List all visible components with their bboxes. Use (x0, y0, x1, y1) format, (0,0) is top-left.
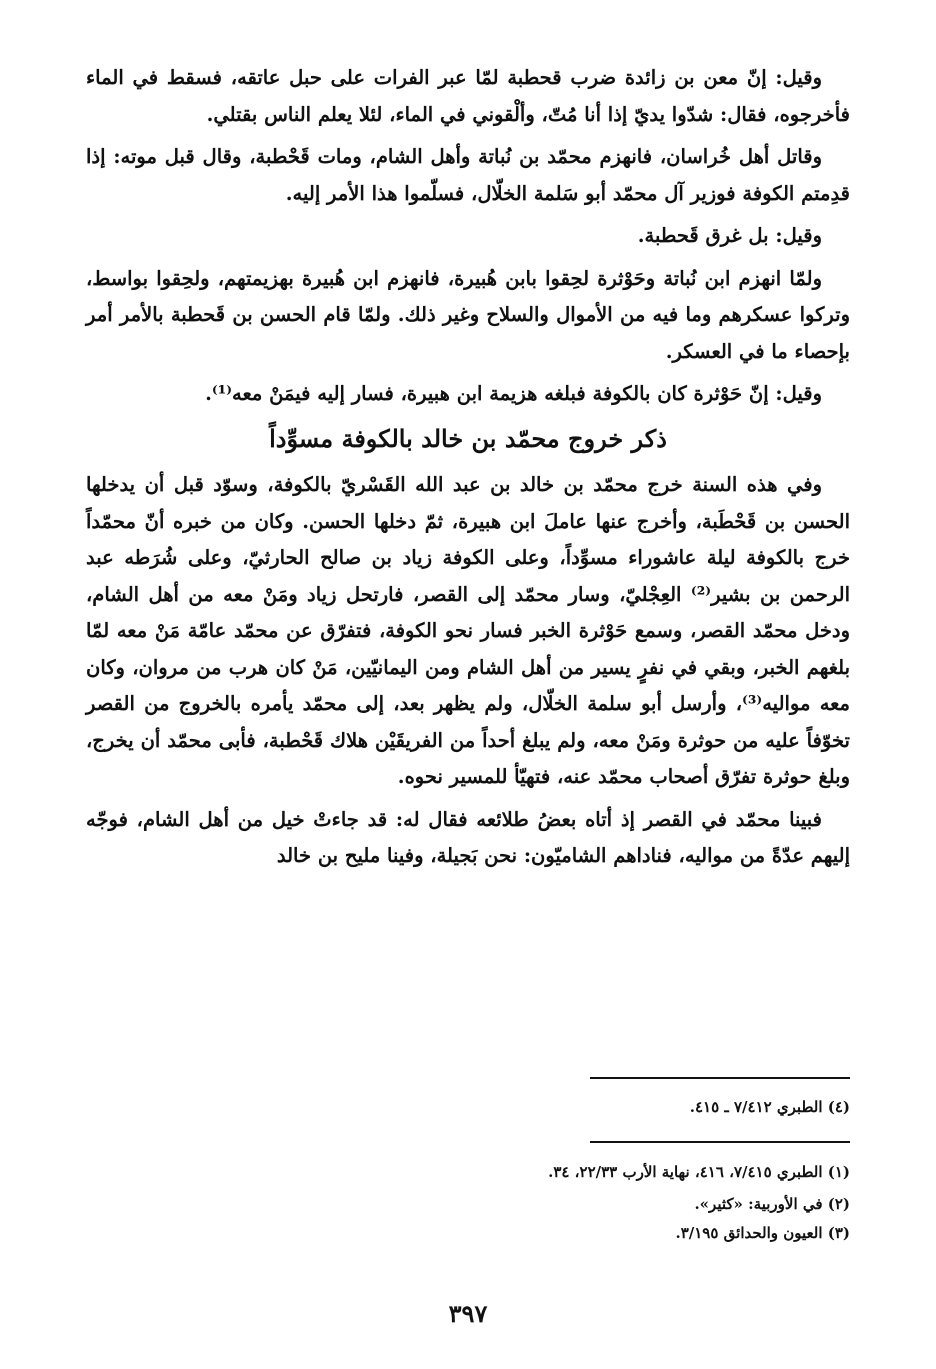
footnote-divider (590, 1141, 850, 1143)
footnote-2: (٢) في الأوربية: «كثير». (694, 1195, 850, 1213)
paragraph-2: وقاتل أهل خُراسان، فانهزم محمّد بن نُباتة وأهل الشام، ومات قَحْطبة، وقال قبل موته: إذا قدِمتم الكوفة فوزير آل محمّد أبو سَلمة الخلّال، فسلّموا هذا الأمر إليه. (86, 145, 850, 205)
paragraph-3: وقيل: بل غرق قَحطبة. (637, 224, 822, 247)
footnote-continued: (٤) الطبري ٧/٤١٢ ـ ٤١٥. (689, 1098, 850, 1116)
paragraph-4: ولمّا انهزم ابن نُباتة وحَوْثرة لحِقوا بابن هُبيرة، فانهزم ابن هُبيرة بهزيمتهم، ولحِقوا بواسط، وتركوا عسكرهم وما فيه من الأموال والسلاح وغير ذلك. ولمّا قام الحسن بن قَحطبة بالأمر أمر بإحصاء ما في العسكر. (86, 266, 850, 363)
paragraph-5: وقيل: إنّ حَوْثرة كان بالكوفة فبلغه هزيمة ابن هبيرة، فسار إليه فيمَنْ معه⁽¹⁾. (205, 382, 822, 405)
footnote-divider-top (590, 1077, 850, 1079)
section-paragraph-2: فبينا محمّد في القصر إذ أتاه بعضُ طلائعه فقال له: قد جاءتْ خيل من أهل الشام، فوجّه إليهم عدّةً من مواليه، فناداهم الشاميّون: نحن بَجيلة، وفينا مليح بن خالد (86, 807, 850, 867)
footnote-3: (٣) العيون والحدائق ٣/١٩٥. (675, 1224, 850, 1242)
section-heading: ذكر خروج محمّد بن خالد بالكوفة مسوِّداً (269, 423, 667, 453)
section-paragraph-1: وفي هذه السنة خرج محمّد بن خالد بن عبد الله القَسْريّ بالكوفة، وسوّد قبل أن يدخلها الحسن بن قَحْطَبة، وأخرج عنها عاملَ ابن هبيرة، ثمّ دخلها الحسن. وكان من خبره أنّ محمّداً خرج بالكوفة ليلة عاشوراء مسوِّداً، وعلى الكوفة زياد بن صالح الحارثيّ، وعلى شُرَطه عبد الرحمن بن بشير⁽²⁾ العِجْليّ، وسار محمّد إلى القصر، فارتحل زياد ومَنْ معه من أهل الشام، ودخل محمّد القصر، وسمع حَوْثرة الخبر فسار نحو الكوفة، فتفرّق عن محمّد عامّة مَنْ معه لمّا بلغهم الخبر، وبقي في نفرٍ يسير من أهل الشام ومن اليمانيّين، مَنْ كان هرب من مروان، وكان معه مواليه⁽³⁾، وأرسل أبو سلمة الخلّال، ولم يظهر بعد، إلى محمّد يأمره بالخروج من القصر تخوّفاً عليه من حوثرة ومَنْ معه، ولم يبلغ أحداً من الفريقَيْن هلاك قَحْطبة، فأبى محمّد أن يخرج، وبلغ حوثرة تفرّق أصحاب محمّد عنه، فتهيّأ للمسير نحوه. (86, 473, 851, 788)
page-number: ٣٩٧ (448, 1299, 488, 1328)
footnote-1: (١) الطبري ٧/٤١٥، ٤١٦، نهاية الأرب ٢٢/٣٣، ٣٤. (548, 1163, 850, 1181)
paragraph-1: وقيل: إنّ معن بن زائدة ضرب قحطبة لمّا عبر الفرات على حبل عاتقه، فسقط في الماء فأخرجوه، فقال: شدّوا يديّ إذا أنا مُتّ، وألْقوني في الماء، لئلا يعلم الناس بقتلي. (86, 66, 850, 126)
main-text (86, 60, 850, 881)
